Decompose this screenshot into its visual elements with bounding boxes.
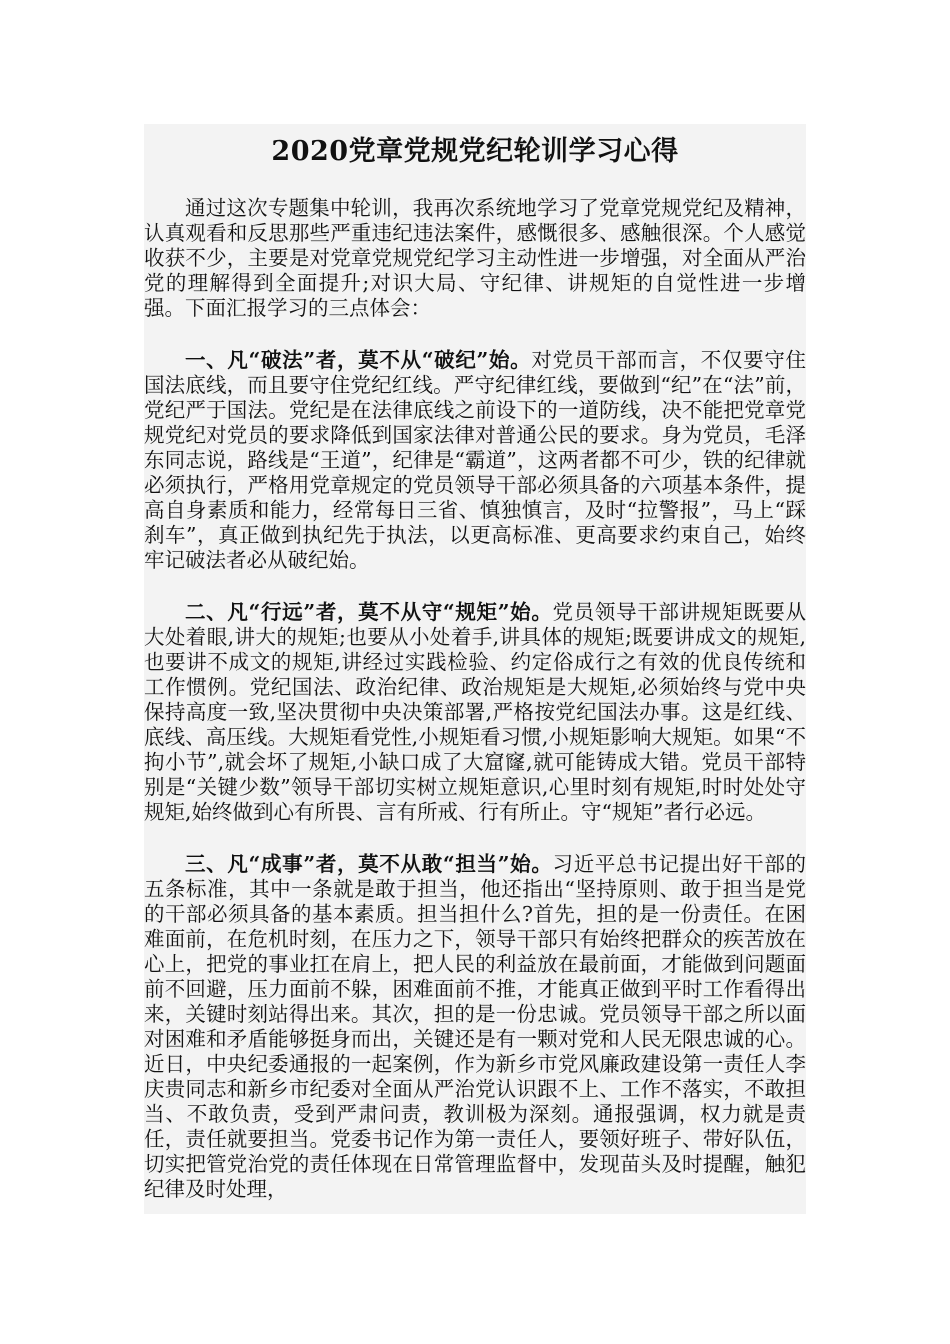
paragraph-point-1-heading: 一、凡“破法”者，莫不从“破纪”始。 <box>185 348 532 372</box>
paragraph-point-3-text: 习近平总书记提出好干部的五条标准，其中一条就是敢于担当，他还指出“坚持原则、敢于担当是党的干部必须具备的基本素质。担当担什么?首先，担的是一份责任。在困难面前，在危机时刻，在压力之下，领导干部只有始终把群众的疾苦放在心上，把党的事业扛在肩上，把人民的利益放在最前面，才能做到问题面前不回避，压力面前不躲，困难面前不推，才能真正做到平时工作看得出来，关键时刻站得出来。其次，担的是一份忠诚。党员领导干部之所以面对困难和矛盾能够挺身而出，关键还是有一颗对党和人民无限忠诚的心。近日，中央纪委通报的一起案例，作为新乡市党风廉政建设第一责任人李庆贵同志和新乡市纪委对全面从严治党认识跟不上、工作不落实，不敢担当、不敢负责，受到严肃问责，教训极为深刻。通报强调，权力就是责任，责任就要担当。党委书记作为第一责任人，要领好班子、带好队伍，切实把管党治党的责任体现在日常管理监督中，发现苗头及时提醒，触犯纪律及时处理， <box>144 852 806 1201</box>
paragraph-point-1-text: 对党员干部而言，不仅要守住国法底线，而且要守住党纪红线。严守纪律红线，要做到“纪”在“法”前，党纪严于国法。党纪是在法律底线之前设下的一道防线，决不能把党章党规党纪对党员的要求降低到国家法律对普通公民的要求。身为党员，毛泽东同志说，路线是“王道”，纪律是“霸道”，这两者都不可少，铁的纪律就必须执行，严格用党章规定的党员领导干部必须具备的六项基本条件，提高自身素质和能力，经常每日三省、慎独慎言，及时“拉警报”，马上“踩刹车”，真正做到执纪先于执法，以更高标准、更高要求约束自己，始终牢记破法者必从破纪始。 <box>144 348 807 572</box>
document-body <box>144 196 806 1229</box>
paragraph-intro-text: 通过这次专题集中轮训，我再次系统地学习了党章党规党纪及精神，认真观看和反思那些严重违纪违法案件，感慨很多、感触很深。个人感觉收获不少，主要是对党章党规党纪学习主动性进一步增强，对全面从严治党的理解得到全面提升;对识大局、守纪律、讲规矩的自觉性进一步增强。下面汇报学习的三点体会： <box>144 196 806 320</box>
document-title: 2020党章党规党纪轮训学习心得 <box>271 136 679 167</box>
paragraph-intro <box>144 196 806 321</box>
paragraph-point-2-text: 党员领导干部讲规矩既要从大处着眼,讲大的规矩;也要从小处着手,讲具体的规矩;既要讲成文的规矩,也要讲不成文的规矩,讲经过实践检验、约定俗成行之有效的优良传统和工作惯例。党纪国法、政治纪律、政治规矩是大规矩,必须始终与党中央保持高度一致,坚决贯彻中央决策部署,严格按党纪国法办事。这是红线、底线、高压线。大规矩看党性,小规矩看习惯,小规矩影响大规矩。如果“不拘小节”,就会坏了规矩,小缺口成了大窟窿,就可能铸成大错。党员干部特别是“关键少数”领导干部切实树立规矩意识,心里时刻有规矩,时时处处守规矩,始终做到心有所畏、言有所戒、行有所止。守“规矩”者行必远。 <box>144 600 806 824</box>
paragraph-point-3-heading: 三、凡“成事”者，莫不从敢“担当”始。 <box>185 852 553 876</box>
paragraph-point-3 <box>144 852 806 1202</box>
paragraph-point-2-heading: 二、凡“行远”者，莫不从守“规矩”始。 <box>185 600 553 624</box>
paragraph-point-1 <box>144 348 806 573</box>
paragraph-point-2 <box>144 600 806 825</box>
